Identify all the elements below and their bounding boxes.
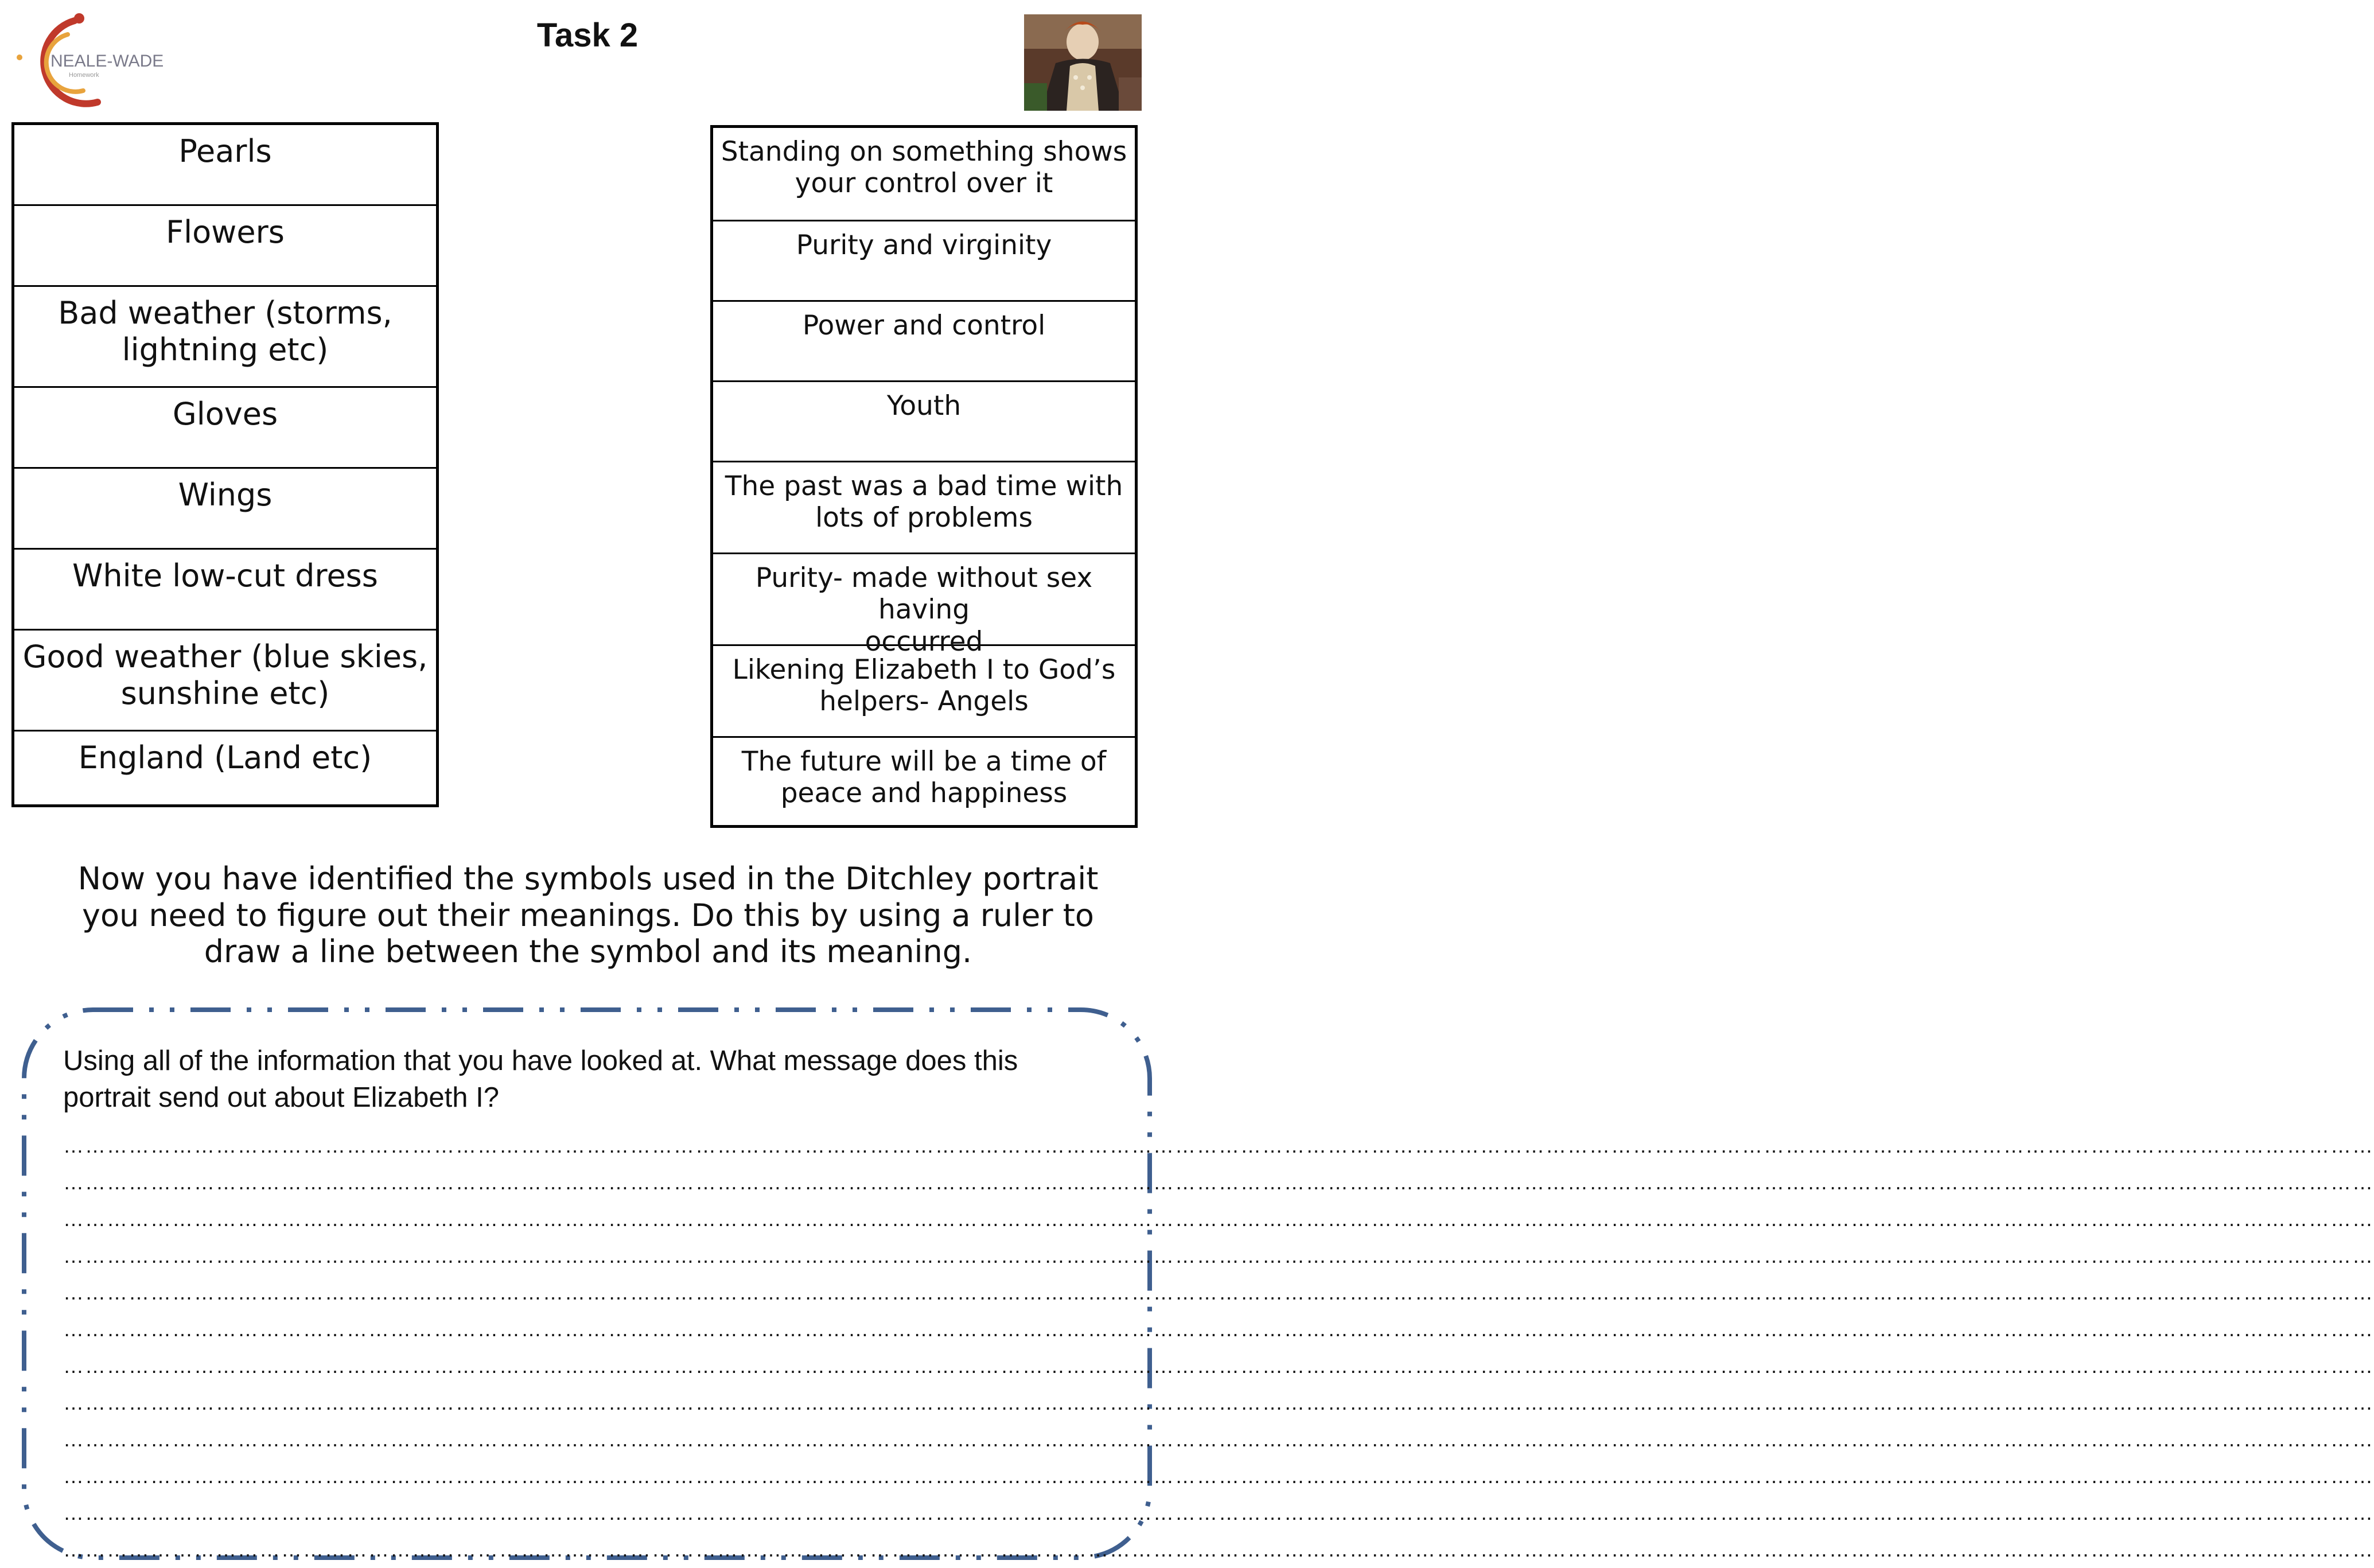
school-logo: [11, 10, 172, 111]
meaning-cell: Purity and virginity: [713, 221, 1135, 302]
svg-text:NEALE-WADE: NEALE-WADE: [50, 52, 164, 71]
symbol-cell: Gloves: [14, 388, 436, 469]
answer-lines[interactable]: [63, 1127, 2374, 1568]
ditchley-portrait-image: [1024, 14, 1142, 111]
page-title: Task 2: [536, 17, 639, 54]
answer-line[interactable]: …………………………………………………………………………………………………………………………………………………………………………………………………………………………………………………………………………………………: [63, 1170, 2374, 1194]
symbol-cell: England (Land etc): [78, 740, 372, 776]
answer-line[interactable]: …………………………………………………………………………………………………………………………………………………………………………………………………………………………………………………………………………………………: [63, 1391, 2374, 1414]
symbol-cell: White low-cut dress: [14, 550, 436, 631]
answer-box: [17, 1004, 2374, 1563]
answer-line[interactable]: …………………………………………………………………………………………………………………………………………………………………………………………………………………………………………………………………………………………: [63, 1354, 2374, 1378]
symbol-cell: Bad weather (storms, lightning etc): [14, 287, 436, 388]
symbols-table: [11, 122, 439, 807]
answer-line[interactable]: …………………………………………………………………………………………………………………………………………………………………………………………………………………………………………………………………………………………: [63, 1244, 2374, 1267]
meanings-table: [710, 125, 1138, 828]
symbol-cell: Good weather (blue skies, sunshine etc): [14, 631, 436, 732]
answer-question: Using all of the information that you have looked at. What message does this portrait send out about Elizabeth I?: [63, 1045, 1018, 1113]
answer-line[interactable]: …………………………………………………………………………………………………………………………………………………………………………………………………………………………………………………………………………………………: [63, 1207, 2374, 1231]
meaning-cell: Likening Elizabeth I to God’s helpers- Angels: [713, 646, 1135, 738]
answer-line[interactable]: …………………………………………………………………………………………………………………………………………………………………………………………………………………………………………………………………………………………: [63, 1501, 2374, 1524]
answer-line[interactable]: …………………………………………………………………………………………………………………………………………………………………………………………………………………………………………………………………………………………: [63, 1538, 2374, 1561]
symbol-cell: Pearls: [14, 125, 436, 206]
meaning-cell: Youth: [713, 382, 1135, 462]
meaning-cell: Purity- made without sex having occurred: [713, 554, 1135, 646]
meaning-cell: The past was a bad time with lots of problems: [713, 462, 1135, 554]
meaning-cell: Power and control: [713, 302, 1135, 382]
answer-line[interactable]: …………………………………………………………………………………………………………………………………………………………………………………………………………………………………………………………………………………………: [63, 1464, 2374, 1488]
answer-line[interactable]: …………………………………………………………………………………………………………………………………………………………………………………………………………………………………………………………………………………………: [63, 1281, 2374, 1304]
symbol-cell: Flowers: [14, 206, 436, 287]
meaning-cell: Standing on something shows your control over it: [713, 128, 1135, 221]
svg-text:Homework: Homework: [69, 72, 99, 79]
symbol-cell: Wings: [14, 469, 436, 550]
answer-line[interactable]: …………………………………………………………………………………………………………………………………………………………………………………………………………………………………………………………………………………………: [63, 1427, 2374, 1451]
answer-line[interactable]: …………………………………………………………………………………………………………………………………………………………………………………………………………………………………………………………………………………………: [63, 1134, 2374, 1157]
meaning-cell: The future will be a time of peace and happiness: [741, 746, 1107, 810]
instructions-text: Now you have identified the symbols used in the Ditchley portrait you need to figure out their meanings. Do this by using a ruler to draw a line between the symbol and its meaning.: [77, 861, 1099, 970]
answer-line[interactable]: …………………………………………………………………………………………………………………………………………………………………………………………………………………………………………………………………………………………: [63, 1317, 2374, 1341]
